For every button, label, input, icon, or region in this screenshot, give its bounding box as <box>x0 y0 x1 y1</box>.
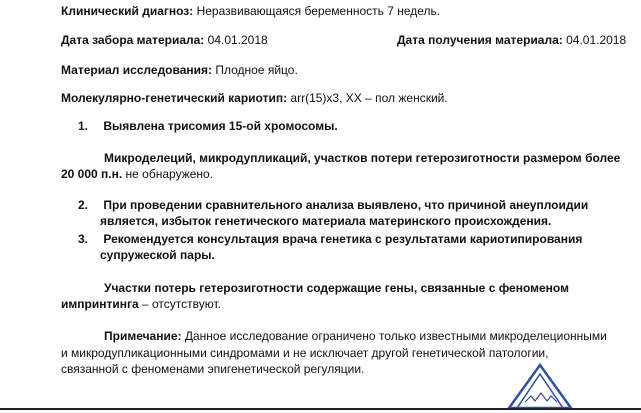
collection-date-line <box>61 32 268 48</box>
finding-1-number: 1. <box>78 119 89 133</box>
loh-line-1 <box>104 280 569 296</box>
finding-1 <box>78 118 338 134</box>
received-date-value: 04.01.2018 <box>566 33 627 47</box>
karyotype-value: arr(15)x3, XX – пол женский. <box>290 91 448 105</box>
microdeletions-result: не обнаружено. <box>125 167 214 181</box>
loh-result: – отсутствуют. <box>141 297 221 311</box>
loh-imprinting: импринтинга <box>61 297 139 311</box>
material-value: Плодное яйцо. <box>215 63 298 77</box>
note-label: Примечание: <box>104 329 182 343</box>
finding-2-cont <box>100 213 551 229</box>
finding-3 <box>78 231 582 247</box>
received-date-line <box>397 32 626 48</box>
finding-3-text-1: Рекомендуется консультация врача генетика с результатами кариотипирования <box>103 232 583 246</box>
note-text-1: Данное исследование ограничено только известными микроделеционными <box>184 329 607 343</box>
clinical-diagnosis-label: Клинический диагноз: <box>61 4 194 18</box>
note-line-2 <box>61 345 548 361</box>
loh-text: Участки потерь гетерозиготности содержащие гены, связанные с феноменом <box>104 281 569 295</box>
finding-3-cont <box>100 247 215 263</box>
microdeletions-text: Микроделеций, микродупликаций, участков потери гетерозиготности размером более <box>104 151 621 165</box>
finding-3-number: 3. <box>78 232 89 246</box>
material-label: Материал исследования: <box>61 63 213 77</box>
collection-date-value: 04.01.2018 <box>207 33 268 47</box>
note-line-3 <box>61 361 364 377</box>
loh-line-2 <box>61 296 221 312</box>
finding-3-text-2: супружеской пары. <box>100 248 215 262</box>
stamp-seal-icon <box>505 362 575 408</box>
clinical-diagnosis-value: Неразвивающаяся беременность 7 недель. <box>196 4 441 18</box>
microdeletions-line-2 <box>61 166 213 182</box>
note-text-2: и микродупликационными синдромами и не исключает другой генетической патологии, <box>61 346 549 360</box>
finding-1-text: Выявлена трисомия 15-ой хромосомы. <box>103 119 338 133</box>
finding-2 <box>78 197 588 213</box>
received-date-label: Дата получения материала: <box>397 33 563 47</box>
microdeletions-size: 20 000 п.н. <box>61 167 123 181</box>
note-text-3: связанной с феноменами эпигенетической регуляции. <box>61 362 365 376</box>
clinical-diagnosis-line <box>61 3 440 19</box>
karyotype-line <box>61 90 448 106</box>
collection-date-label: Дата забора материала: <box>61 33 205 47</box>
finding-2-number: 2. <box>78 198 89 212</box>
karyotype-label: Молекулярно-генетический кариотип: <box>61 91 288 105</box>
finding-2-text-2: является, избыток генетического материала материнского происхождения. <box>100 214 552 228</box>
finding-2-text-1: При проведении сравнительного анализа выявлено, что причиной анеуплоидии <box>103 198 589 212</box>
microdeletions-line-1 <box>104 150 620 166</box>
material-line <box>61 62 298 78</box>
note-line-1 <box>104 328 607 344</box>
bottom-rule <box>0 408 641 410</box>
